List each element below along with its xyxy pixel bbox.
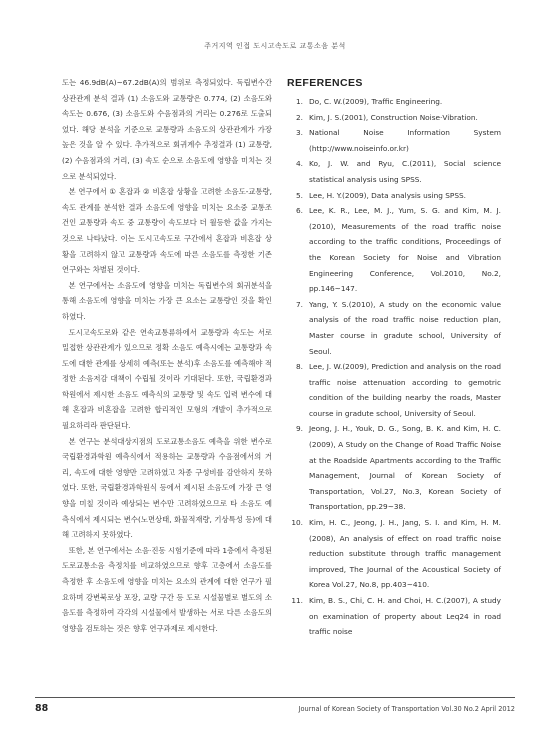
running-head: 주거지역 인접 도시고속도로 교통소음 분석 xyxy=(204,42,346,50)
reference-item xyxy=(287,515,501,593)
reference-text: National Noise Information System (http://www.noiseinfo.or.kr) xyxy=(309,128,501,153)
reference-item xyxy=(287,188,501,204)
references-column xyxy=(287,75,501,640)
reference-item xyxy=(287,297,501,359)
reference-text: Lee, H. Y.(2009), Data analysis using SPSS. xyxy=(309,190,467,200)
reference-text: Kim, B. S., Chi, C. H. and Choi, H. C.(2007), A study on examination of property about Leq24 in road traffic noise xyxy=(309,596,501,637)
reference-number: 4. xyxy=(295,159,303,169)
reference-item xyxy=(287,110,501,126)
reference-item xyxy=(287,94,501,110)
references-heading: REFERENCES xyxy=(287,77,363,89)
reference-text: Jeong, J. H., Youk, D. G., Song, B. K. and Kim, H. C.(2009), A Study on the Change of Road Traffic Noise at the Roadside Apartments according to the Traffic Management, Journal of Korean Society of Transportation, Vol.27, No.3, Korean Society of Transportation, pp.29~38. xyxy=(309,424,501,512)
body-paragraph: 본 연구에서 ① 혼잡과 ② 비혼잡 상황을 고려한 소음도-교통량, 속도 관계를 분석한 결과 소음도에 영향을 미치는 요소중 교통조건인 교통량과 속도 중 교통량이 속도보다 더 월등한 값을 가지는 것으로 나타났다. 이는 도시고속도로 구간에서 혼잡과 비혼잡 상황을 고려하지 않고 교통량과 속도에 따른 소음도를 측정한 기존 연구와는 차별된 것이다. xyxy=(62,187,272,275)
body-paragraph: 또한, 본 연구에서는 소음·진동 시험기준에 따라 1층에서 측정된 도로교통소음 측정치를 비교하였으므로 향후 고층에서 소음도를 측정한 후 소음도에 영향을 미치는 요소의 관계에 대한 연구가 필요하며 강변북로상 포장, 교량 구간 등 도로 시설물별로 별도의 소음도를 측정하여 각각의 시설물에서 발생하는 서로 다른 소음도의 영향을 검토하는 것은 향후 연구과제로 제시한다. xyxy=(62,545,272,633)
reference-number: 8. xyxy=(295,362,303,372)
body-paragraph: 본 연구에서는 소음도에 영향을 미치는 독립변수의 회귀분석을 통해 소음도에 영향을 미치는 가장 큰 요소는 교통량인 것을 확인하였다. xyxy=(62,280,272,321)
reference-item xyxy=(287,156,501,187)
reference-item xyxy=(287,359,501,421)
reference-text: Kim, H. C., Jeong, J. H., Jang, S. I. and Kim, H. M.(2008), An analysis of effect on road traffic noise reduction substitute through traffic management improved, The Journal of the Acoustical Society of Korea Vol.27, No.8, pp.403~410. xyxy=(309,518,501,590)
reference-number: 5. xyxy=(295,190,303,200)
reference-text: Ko, J. W. and Ryu, C.(2011), Social science statistical analysis using SPSS. xyxy=(309,159,501,184)
footer-rule xyxy=(35,697,515,698)
journal-name: Journal of Korean Society of Transportation Vol.30 No.2 April 2012 xyxy=(298,705,515,713)
body-paragraph: 도시고속도로와 같은 연속교통류하에서 교통량과 속도는 서로 밀접한 상관관계가 있으므로 정확 소음도 예측시에는 교통량과 속도에 대한 관계를 상세히 예측(또는 분석)후 소음도를 예측해야 적정한 소음저감 대책이 수립될 것이라 기대된다. 또한, 국립환경과학원에서 제시한 소음도 예측식의 교통량 및 속도 입력 변수에 대해 혼잡과 비혼잡을 고려한 합리적인 모형의 개발이 추가적으로 필요하리라 판단된다. xyxy=(62,327,272,431)
reference-number: 10. xyxy=(291,518,303,528)
reference-number: 6. xyxy=(295,206,303,216)
page-number: 88 xyxy=(35,703,49,714)
body-paragraph: 본 연구는 분석대상지점의 도로교통소음도 예측을 위한 변수로 국립환경과학원 예측식에서 적용하는 교통량과 수음점에서의 거리, 속도에 대한 영향만 고려하였고 차종 구성비를 감안하지 못하였다. 또한, 국립환경과학원식 등에서 제시된 소음도에 가장 큰 영향을 미칠 것이라 예상되는 변수만 고려하였으므로 타 소음도 예측식에서 제시되는 변수(노면상태, 화물적재량, 기상특성 등)에 대해 고려하지 못하였다. xyxy=(62,436,272,540)
reference-number: 1. xyxy=(295,97,303,106)
body-text-column xyxy=(62,75,272,636)
reference-text: Lee, J. W.(2009), Prediction and analysis on the road traffic noise attenuation according to gemotric condition of the building nearby the roads, Master course in gradute school, University of Seoul. xyxy=(309,362,501,418)
reference-number: 2. xyxy=(295,112,303,122)
reference-item xyxy=(287,125,501,156)
reference-text: Lee, K. R., Lee, M. J., Yum, S. G. and Kim, M. J.(2010), Measurements of the road traffic noise according to the traffic conditions, Proceedings of the Korean Society for Noise and Vibration Engineering Conference, Vol.2010, No.2, pp.146~147. xyxy=(309,206,501,294)
reference-list xyxy=(287,94,501,640)
body-paragraph: 도는 46.9dB(A)~67.2dB(A)의 범위로 측정되었다. 독립변수간 상관관계 분석 결과 (1) 소음도와 교통량은 0.774, (2) 소음도와 속도는 0.676, (3) 소음도와 수음점과의 거리는 0.276로 도출되었다. 해당 분석을 기준으로 교통량과 소음도의 상관관계가 가장 높은 것을 알 수 있다. 추가적으로 회귀계수 추정결과 (1) 교통량, (2) 수음점과의 거리, (3) 속도 순으로 소음도에 영향을 미치는 것으로 분석되었다. xyxy=(62,78,272,181)
reference-item xyxy=(287,421,501,515)
reference-number: 7. xyxy=(295,299,303,309)
reference-number: 9. xyxy=(295,424,303,434)
reference-number: 11. xyxy=(291,596,303,605)
reference-text: Do, C. W.(2009), Traffic Engineering. xyxy=(309,97,443,106)
reference-number: 3. xyxy=(295,128,303,138)
reference-text: Kim, J. S.(2001), Construction Noise·Vibration. xyxy=(309,112,478,122)
reference-text: Yang, Y. S.(2010), A study on the economic value analysis of the road traffic noise reduction plan, Master course in gradute school, University of Seoul. xyxy=(309,299,501,356)
reference-item xyxy=(287,593,501,640)
reference-item xyxy=(287,203,501,297)
